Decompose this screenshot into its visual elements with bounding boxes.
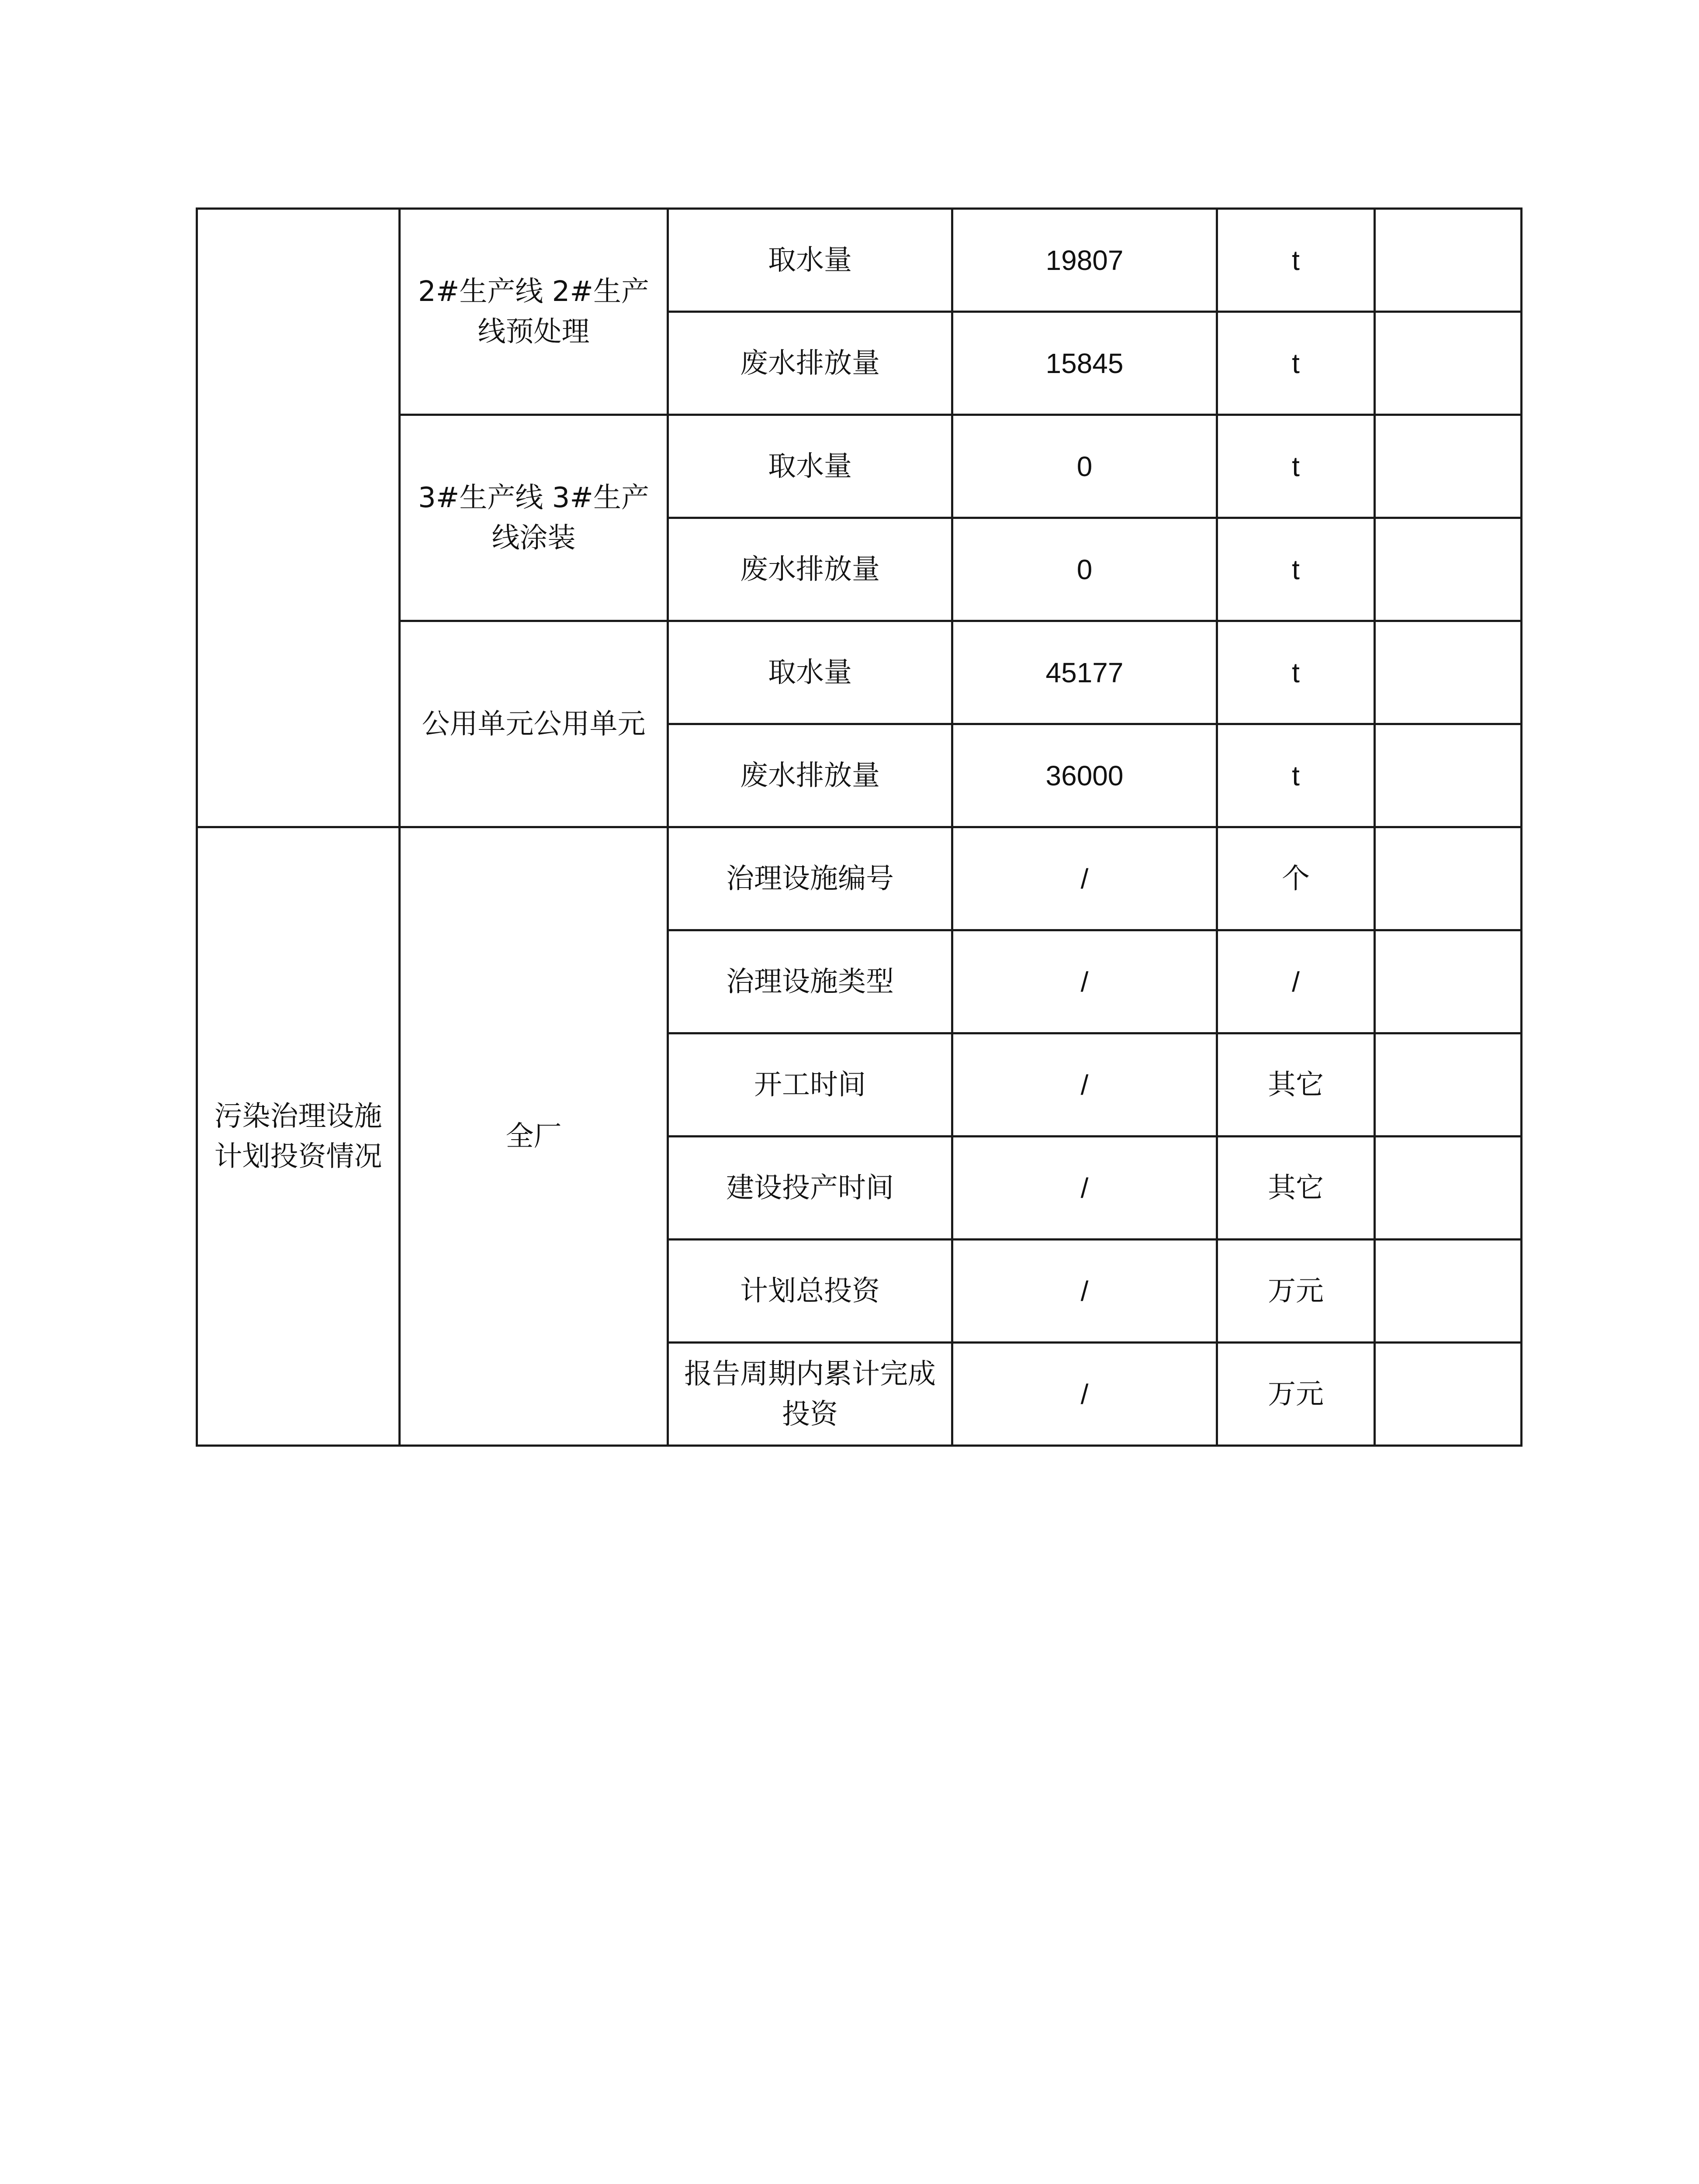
measure-unit-cell: 其它: [1217, 1033, 1375, 1137]
value-cell: 36000: [952, 724, 1217, 827]
remark-cell: [1375, 312, 1522, 415]
value-cell: 19807: [952, 209, 1217, 312]
measure-unit-cell: 个: [1217, 827, 1375, 930]
group-cell: [197, 209, 400, 827]
value-cell: /: [952, 1033, 1217, 1137]
unit-cell: 2#生产线 2#生产线预处理: [400, 209, 668, 415]
measure-unit-cell: t: [1217, 518, 1375, 621]
group-cell: 污染治理设施计划投资情况: [197, 827, 400, 1446]
table-row: [197, 827, 1522, 930]
remark-cell: [1375, 209, 1522, 312]
remark-cell: [1375, 518, 1522, 621]
value-cell: /: [952, 1137, 1217, 1240]
measure-unit-cell: 万元: [1217, 1343, 1375, 1446]
remark-cell: [1375, 415, 1522, 518]
remark-cell: [1375, 621, 1522, 724]
remark-cell: [1375, 827, 1522, 930]
remark-cell: [1375, 1033, 1522, 1137]
item-cell: 取水量: [668, 621, 952, 724]
item-cell: 建设投产时间: [668, 1137, 952, 1240]
item-cell: 报告周期内累计完成投资: [668, 1343, 952, 1446]
measure-unit-cell: /: [1217, 930, 1375, 1033]
value-cell: /: [952, 827, 1217, 930]
item-cell: 废水排放量: [668, 518, 952, 621]
measure-unit-cell: t: [1217, 724, 1375, 827]
value-cell: /: [952, 1240, 1217, 1343]
value-cell: /: [952, 930, 1217, 1033]
table-row: [197, 209, 1522, 312]
unit-cell: 全厂: [400, 827, 668, 1446]
unit-cell: 3#生产线 3#生产线涂装: [400, 415, 668, 621]
unit-cell: 公用单元公用单元: [400, 621, 668, 827]
item-cell: 治理设施类型: [668, 930, 952, 1033]
remark-cell: [1375, 1343, 1522, 1446]
value-cell: 0: [952, 518, 1217, 621]
remark-cell: [1375, 1137, 1522, 1240]
item-cell: 取水量: [668, 209, 952, 312]
item-cell: 治理设施编号: [668, 827, 952, 930]
item-cell: 废水排放量: [668, 312, 952, 415]
remark-cell: [1375, 724, 1522, 827]
measure-unit-cell: t: [1217, 621, 1375, 724]
item-cell: 废水排放量: [668, 724, 952, 827]
measure-unit-cell: 万元: [1217, 1240, 1375, 1343]
measure-unit-cell: t: [1217, 312, 1375, 415]
value-cell: 0: [952, 415, 1217, 518]
value-cell: /: [952, 1343, 1217, 1446]
emission-report-table: [196, 207, 1523, 1447]
item-cell: 开工时间: [668, 1033, 952, 1137]
measure-unit-cell: t: [1217, 209, 1375, 312]
measure-unit-cell: 其它: [1217, 1137, 1375, 1240]
item-cell: 取水量: [668, 415, 952, 518]
value-cell: 45177: [952, 621, 1217, 724]
remark-cell: [1375, 1240, 1522, 1343]
item-cell: 计划总投资: [668, 1240, 952, 1343]
value-cell: 15845: [952, 312, 1217, 415]
measure-unit-cell: t: [1217, 415, 1375, 518]
remark-cell: [1375, 930, 1522, 1033]
